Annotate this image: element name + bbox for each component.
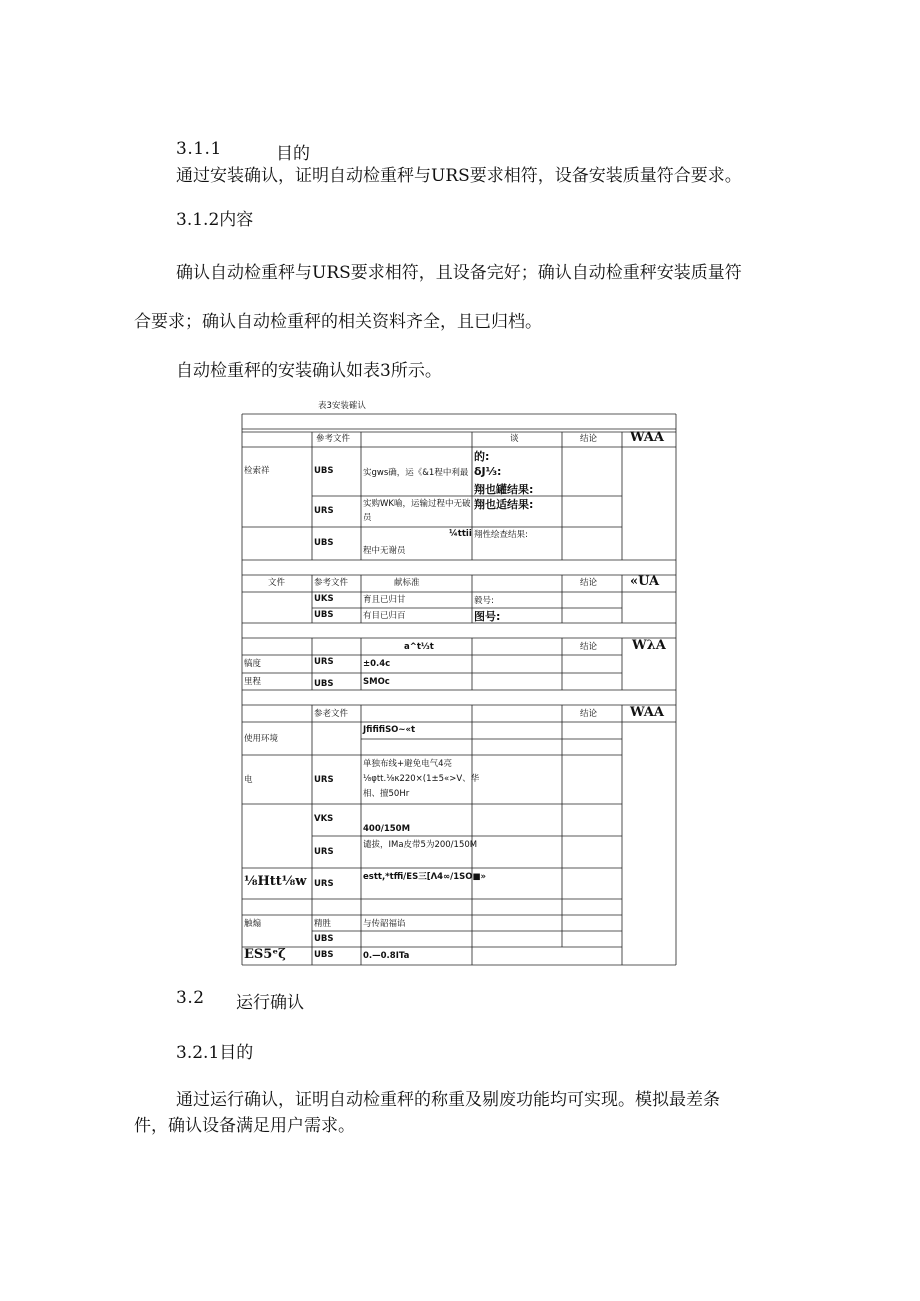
g4-r8-label: ES5ᵉζ [244,947,286,962]
g1-r2-std-b: 员 [363,513,372,523]
g4-r5-ref: URS [314,879,334,889]
g1-r2-result: 翔也适结果: [474,498,534,511]
g4-r2-ref: URS [314,775,334,785]
g1-header-sign: WAA [630,430,664,445]
g1-header-std: 谈 [510,434,519,444]
g4-r7-ref: UBS [314,934,334,944]
g4-r2-std-a: 单独布线+避免电气4亮 [363,759,453,769]
g4-r1-label: 使用环境 [244,734,279,744]
section-3-1-2-body-line-2: 合要求；确认自动检重秤的相关资料齐全，且已归档。 [134,312,542,332]
g1-r1-result-a: 的: [474,450,490,463]
g1-r1-result-b: δJ⅓: [474,465,502,478]
g1-r3-ref: UBS [314,538,334,548]
section-3-1-1-title: 目的 [276,144,310,164]
g3-header-std: a^t⅓t [404,642,434,652]
g2-header-file: 文件 [268,578,286,588]
g1-r1-std: 实gws确，运《&1程中利最 [363,468,469,478]
g2-r2-ref: UBS [314,610,334,620]
g1-header-ref: 參考文件 [316,434,351,444]
g3-r1-label: 犒度 [244,659,262,669]
g4-r4-ref: URS [314,847,334,857]
g4-header-ref: 参老文件 [314,709,349,719]
section-3-2-1-body-line-1: 通过运行确认，证明自动检重秤的称重及剔废功能均可实现。模拟最差条 [176,1090,720,1110]
section-3-2-1-heading: 3.2.1目的 [176,1043,254,1063]
section-3-1-2-body-line-3: 自动检重秤的安装确认如表3所示。 [176,361,442,381]
g3-header-conclusion: 结论 [580,642,598,652]
g1-r3-result: 翔性绘查结果: [474,530,528,540]
section-3-1-2-heading: 3.1.2内容 [176,210,254,230]
g4-header-sign: WAA [630,705,664,720]
g4-r6-std: 与传韶福谄 [363,919,406,929]
g1-r2-ref: URS [314,506,334,516]
g2-header-sign: «UA [630,574,660,589]
section-3-2-title: 运行确认 [236,993,304,1013]
g4-r6-label: 触煽 [244,919,262,929]
g4-r1-std: JfififiSO~«t [363,725,416,735]
section-3-2-1-body-line-2: 件，确认设备满足用户需求。 [134,1116,355,1136]
g3-r2-label: 里程 [244,677,262,687]
g2-r1-result: 毅号: [474,596,494,606]
g2-r1-ref: UKS [314,594,334,604]
g1-row-label: 检索祥 [244,466,270,476]
section-3-1-2-body-line-1: 确认自动检重秤与URS要求相符，且设备完好；确认自动检重秤安装质量符 [176,263,742,283]
g4-r5-std: estt,*tffi/ES三[Λ4∞/1SO■» [363,872,487,882]
g1-r1-ref: UBS [314,466,334,476]
g3-r1-ref: URS [314,657,334,667]
g3-header-sign: WλA [632,638,666,653]
g2-r2-result: 图号: [474,610,501,623]
g1-header-conclusion: 结论 [580,434,598,444]
g4-r2-std-b: ⅛φtt.⅛κ220×(1±5«>V、华 [363,774,480,784]
g2-header-std: 献标准 [394,578,420,588]
g4-r2-std-c: 相、擅50Hr [363,789,410,799]
g1-r2-std-a: 实购WK喻，运输过程中无破 [363,499,471,509]
g2-r1-std: 育且已归甘 [363,595,406,605]
g4-r8-std: 0.—0.8ITa [363,951,410,961]
section-3-1-1-number: 3.1.1 [176,139,222,159]
g3-r1-std: ±0.4c [363,659,391,669]
g1-r1-result-c: 翔也罐结果: [474,483,534,496]
g4-r3-std: 400/150M [363,824,411,834]
g4-header-conclusion: 结论 [580,709,598,719]
g2-header-conclusion: 结论 [580,578,598,588]
g4-r3-ref: VKS [314,814,334,824]
section-3-1-1-body: 通过安装确认，证明自动检重秤与URS要求相符，设备安装质量符合要求。 [176,166,742,186]
g4-r4-std: 谴拔，IMa皮带5为200/150M [363,840,478,850]
g2-header-ref: 参考文件 [314,578,349,588]
g4-r8-ref: UBS [314,950,334,960]
g4-r2-label: 电 [244,775,253,785]
g4-r6-ref: 精胜 [314,919,332,929]
g1-r3-std-b: 程中无谢员 [363,546,406,556]
g3-r2-std: SMOc [363,677,390,687]
table-caption: 表3安装確认 [318,401,366,411]
g4-r5-label: ⅛Htt⅛w [244,874,307,889]
section-3-2-number: 3.2 [176,988,205,1008]
g3-r2-ref: UBS [314,679,334,689]
g2-r2-std: 有目已归百 [363,611,406,621]
g1-r3-std-a: ¼ttii [449,529,472,539]
